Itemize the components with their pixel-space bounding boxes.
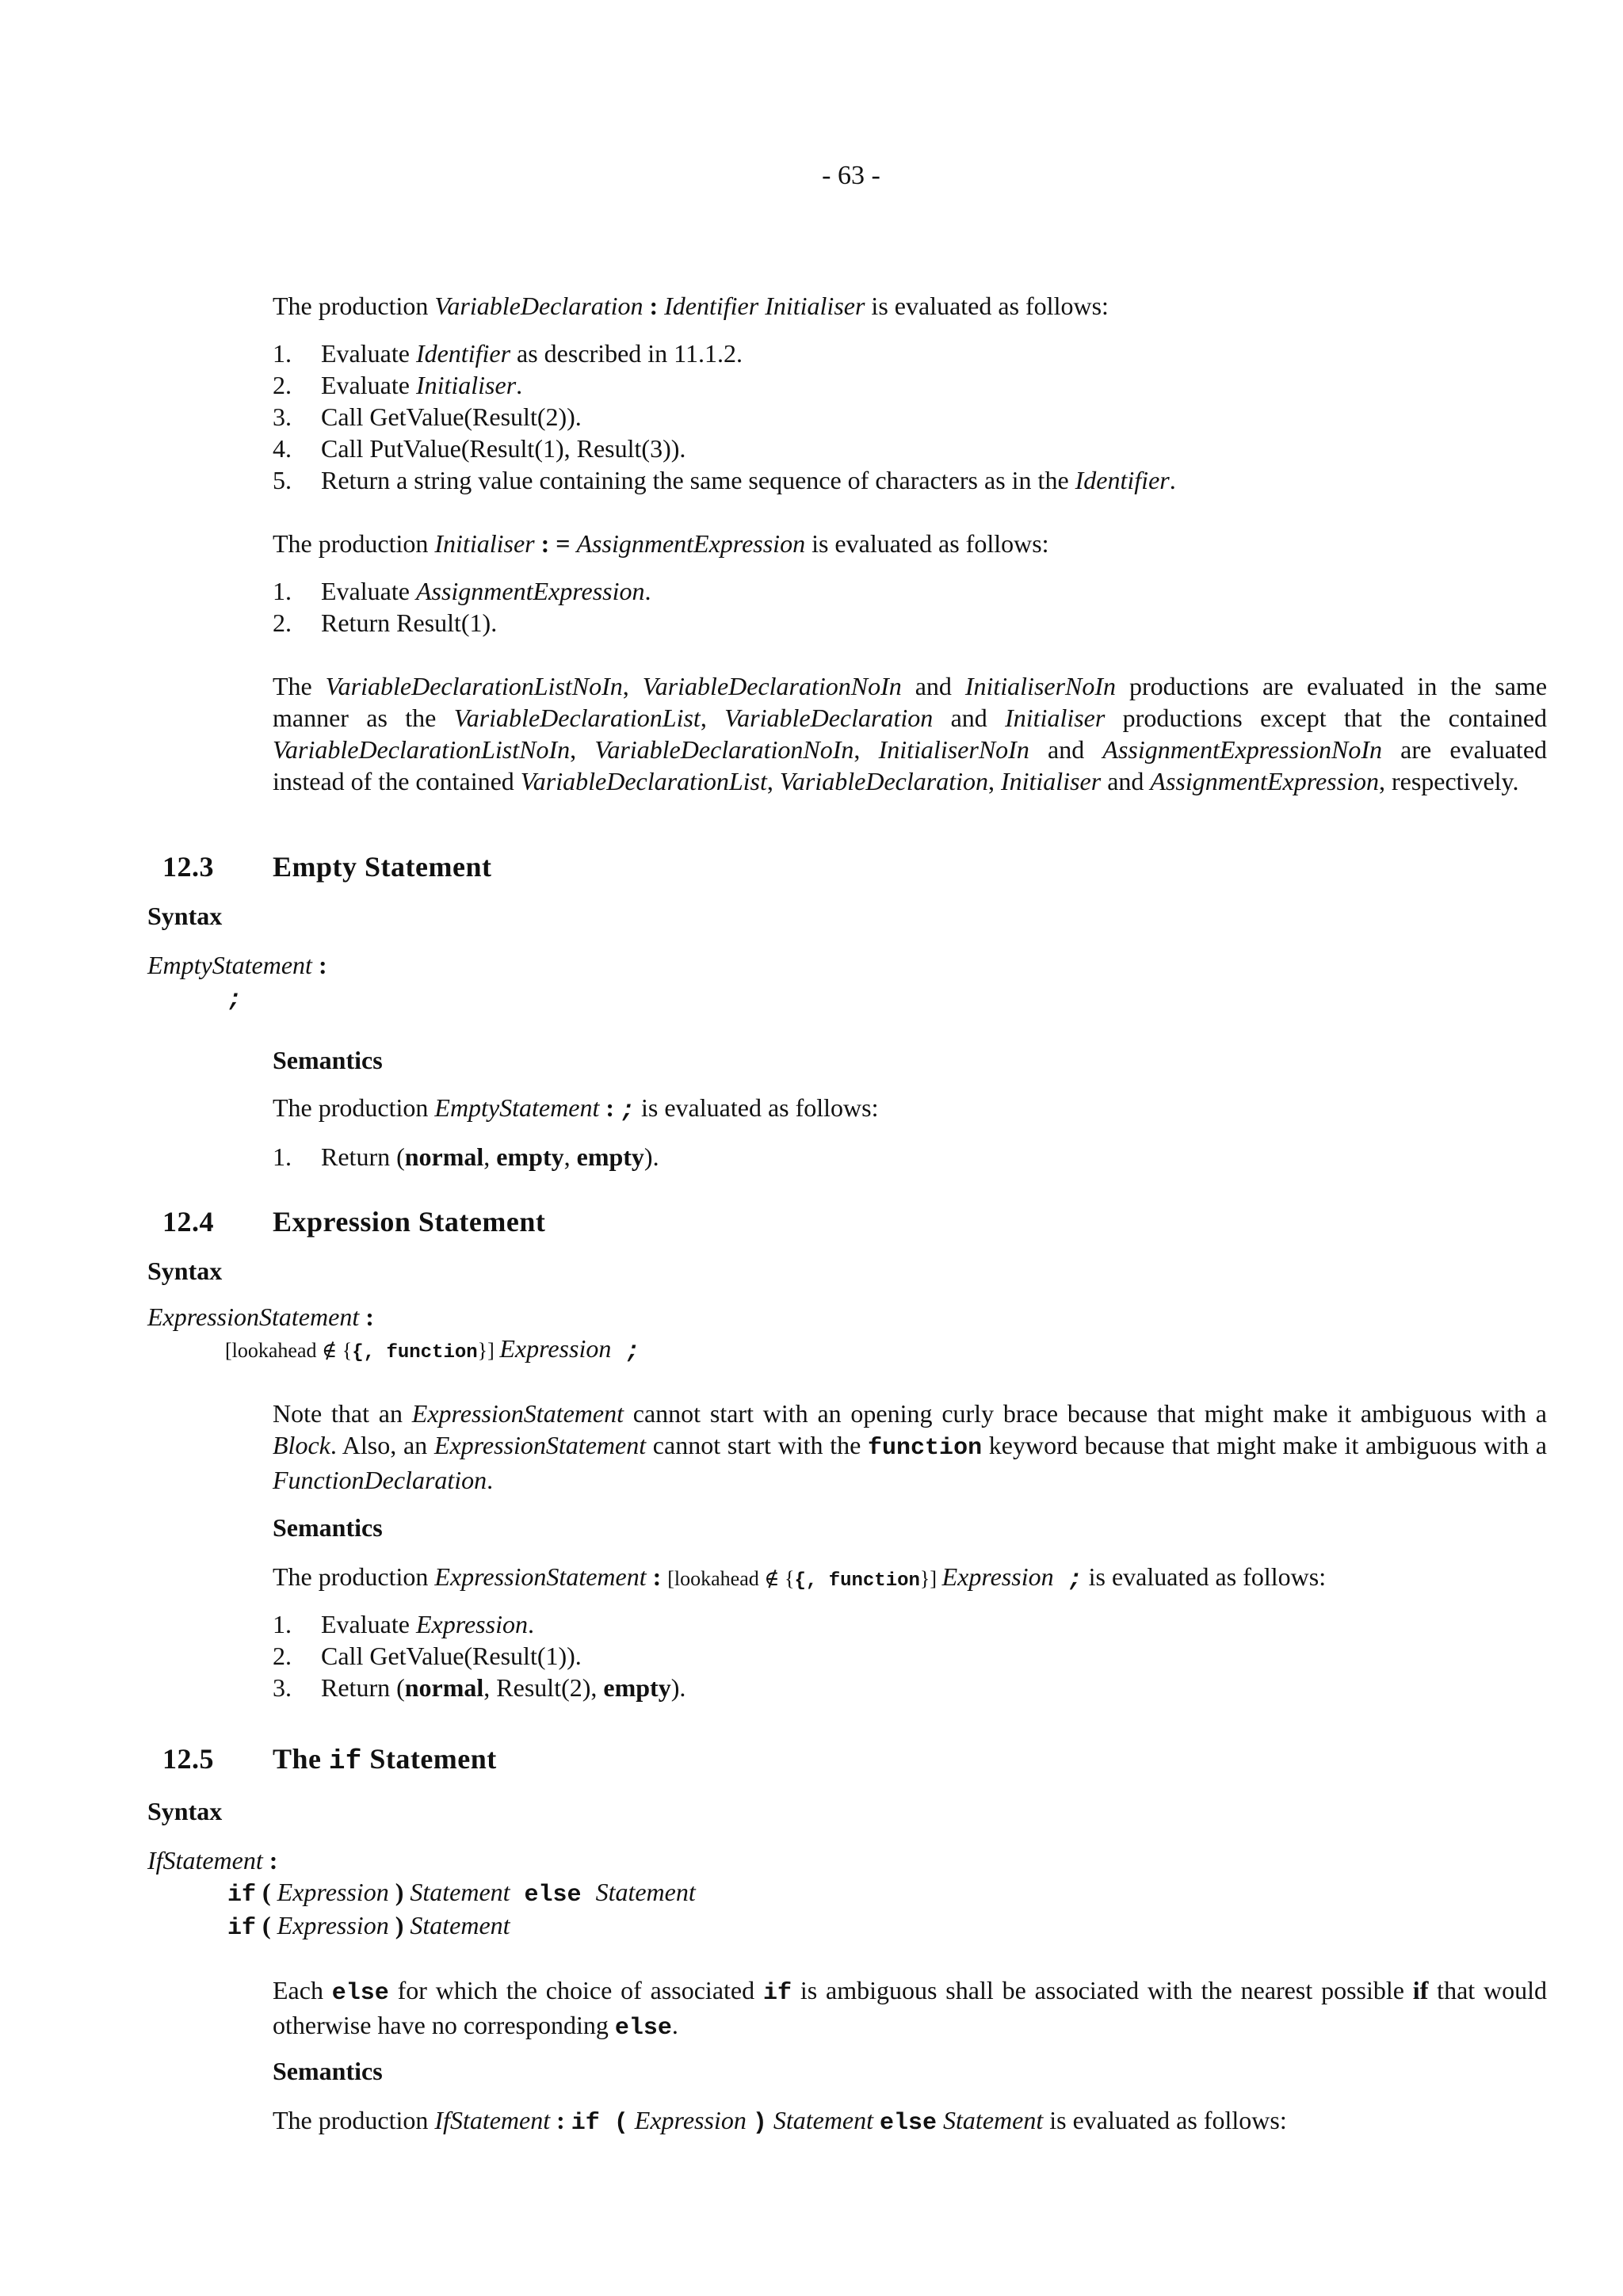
list-item: 1. Return (normal, empty, empty). [273,1142,659,1171]
page-number: - 63 - [822,161,880,190]
grammar-lhs-expression-statement: ExpressionStatement : [147,1302,374,1331]
syntax-label: Syntax [147,1797,223,1825]
semantics-label: Semantics [273,2057,383,2085]
list-variable-declaration-steps [273,338,1176,496]
list-item: 2. Call GetValue(Result(1)). [273,1642,582,1670]
list-item: 4. Call PutValue(Result(1), Result(3)). [273,434,686,463]
list-item: 2. Return Result(1). [273,608,498,637]
paragraph-variable-declaration: The production VariableDeclaration : Identifier Initialiser is evaluated as follows: [273,292,1109,320]
paragraph-empty-production: The production EmptyStatement : ; is evaluated as follows: [273,1093,879,1124]
semantics-label: Semantics [273,1046,383,1074]
list-empty-steps [273,1141,659,1173]
list-item: 3. Call GetValue(Result(2)). [273,402,582,431]
list-expression-steps [273,1608,685,1703]
section-heading-12-3: 12.3 Empty Statement [162,851,492,883]
paragraph-noin-productions: The VariableDeclarationListNoIn, VariableDeclarationNoIn and InitialiserNoIn productions are evaluated in the same manner as the VariableDeclarationList, VariableDeclaration and Initialiser productions except that the contained VariableDeclarationListNoIn, VariableDeclarationNoIn, InitialiserNoIn and AssignmentExpressionNoIn are evaluated instead of the contained VariableDeclarationList, VariableDeclaration, Initialiser and AssignmentExpression, respectively. [273,672,1548,795]
paragraph-expression-note: Note that an ExpressionStatement cannot start with an opening curly brace because that might make it ambiguous with a Block. Also, an ExpressionStatement cannot start with the function keyword because that might make it ambiguous with a FunctionDeclaration. [273,1399,1548,1494]
syntax-label: Syntax [147,902,223,930]
grammar-rhs-if-else: if ( Expression ) Statement else Statement [227,1878,696,1909]
semantics-label: Semantics [273,1513,383,1542]
grammar-lhs-empty-statement: EmptyStatement : [147,951,327,979]
list-item: 1. Evaluate AssignmentExpression. [273,577,651,605]
list-item: 5. Return a string value containing the same sequence of characters as in the Identifier. [273,466,1176,494]
list-item: 1. Evaluate Identifier as described in 11.1.2. [273,339,743,368]
list-item: 1. Evaluate Expression. [273,1610,534,1638]
list-item: 2. Evaluate Initialiser. [273,371,523,399]
grammar-lhs-if-statement: IfStatement : [147,1846,278,1875]
paragraph-if-production: The production IfStatement : if ( Expression ) Statement else Statement is evaluated as follows: [273,2106,1287,2137]
grammar-rhs-empty-statement: ; [227,986,242,1013]
grammar-rhs-expression-statement: [lookahead ∉ {{, function}] Expression ; [225,1334,640,1365]
section-heading-12-5: 12.5 The if Statement [162,1743,497,1777]
grammar-rhs-if: if ( Expression ) Statement [227,1911,510,1942]
paragraph-initialiser: The production Initialiser : = AssignmentExpression is evaluated as follows: [273,529,1049,558]
section-heading-12-4: 12.4 Expression Statement [162,1206,546,1238]
paragraph-expression-production: The production ExpressionStatement : [lookahead ∉ {{, function}] Expression ; is evaluated as follows: [273,1562,1327,1593]
paragraph-dangling-else: Each else for which the choice of associated if is ambiguous shall be associated with the nearest possible if that would otherwise have no corresponding else. [273,1976,1548,2042]
syntax-label: Syntax [147,1257,223,1285]
list-initialiser-steps [273,575,651,639]
list-item: 3. Return (normal, Result(2), empty). [273,1673,686,1702]
